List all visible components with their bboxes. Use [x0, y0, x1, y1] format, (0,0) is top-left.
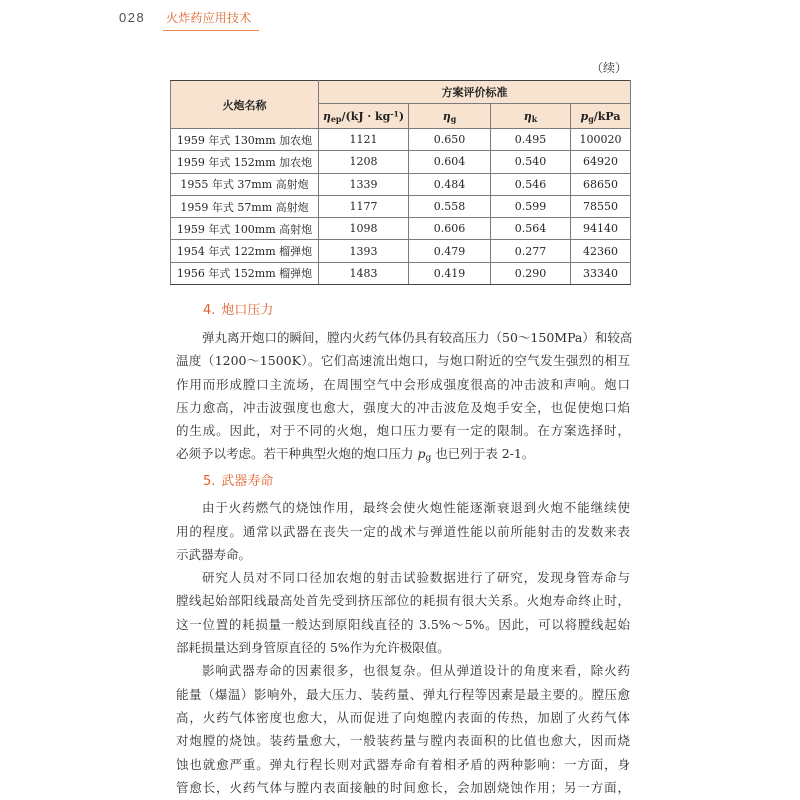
column-subscript: k: [531, 114, 538, 124]
gun-name-cell: 1955 年式 37mm 高射炮: [171, 173, 319, 195]
column-symbol: η: [442, 109, 451, 123]
book-title: 火炸药应用技术: [166, 11, 252, 25]
paragraph-line: 对炮膛的烧蚀。装药量愈大，一般装药量与膛内表面积的比值也愈大，因而烧: [176, 733, 630, 749]
column-symbol: η: [322, 109, 331, 123]
column-unit: /kPa: [593, 109, 621, 123]
paragraph-muzzle-pressure: [176, 326, 633, 466]
gun-name-cell: 1959 年式 57mm 高射炮: [171, 195, 319, 217]
column-header-eta-g: [409, 104, 491, 129]
table-row: [171, 240, 631, 262]
column-subscript: g: [588, 114, 594, 124]
eta-g-cell: 0.650: [409, 129, 491, 151]
table-row: [171, 195, 631, 217]
paragraph-line: 的生成。因此，对于不同的火炮，炮口压力要有一定的限制。在方案选择时，: [176, 423, 630, 439]
section-title: 炮口压力: [221, 303, 274, 318]
muzzle-pressure-cell: 100020: [571, 129, 631, 151]
eta-ep-cell: 1177: [319, 195, 409, 217]
paragraph-line: 管愈长，火药气体与膛内表面接触的时间愈长，会加剧烧蚀作用；另一方面，: [176, 779, 630, 795]
paragraph-line: 部耗损量达到身管原直径的 5%作为允许极限值。: [176, 640, 450, 656]
table-row: [171, 218, 631, 240]
paragraph-line: [176, 442, 630, 465]
eta-ep-cell: 1121: [319, 129, 409, 151]
paragraph-line: 影响武器寿命的因素很多，也很复杂。但从弹道设计的角度来看，除火药: [202, 663, 630, 679]
paragraph-line: 弹丸离开炮口的瞬间，膛内火药气体仍具有较高压力（50～150MPa）和较高: [202, 330, 633, 345]
paragraph-rifling-wear: [176, 566, 630, 659]
header-rule: [163, 30, 259, 31]
column-header-muzzle-pressure: [571, 104, 631, 129]
muzzle-pressure-subscript: g: [425, 454, 432, 464]
paragraph-line: 蚀也就愈严重。弹丸行程长则对武器寿命有着相矛盾的两种影响：一方面，身: [176, 756, 630, 772]
paragraph-line: 研究人员对不同口径加农炮的射击试验数据进行了研究，发现身管寿命与: [202, 570, 630, 586]
line-text: 必须予以考虑。若干种典型火炮的炮口压力: [176, 446, 418, 462]
page-number: 028: [119, 10, 146, 25]
gun-name-cell: 1959 年式 130mm 加农炮: [171, 129, 319, 151]
gun-name-cell: 1959 年式 100mm 高射炮: [171, 218, 319, 240]
eta-ep-cell: 1098: [319, 218, 409, 240]
eta-ep-cell: 1393: [319, 240, 409, 262]
gun-name-header: 火炮名称: [171, 81, 319, 129]
eta-g-cell: 0.558: [409, 195, 491, 217]
column-subscript: ep: [330, 114, 342, 124]
muzzle-pressure-cell: 78550: [571, 195, 631, 217]
paragraph-life-factors: [176, 659, 630, 799]
muzzle-pressure-cell: 64920: [571, 151, 631, 173]
paragraph-line: 能量（爆温）影响外，最大压力、装药量、弹丸行程等因素是最主要的。膛压愈: [176, 686, 630, 702]
column-unit-exponent: -1: [390, 109, 399, 119]
table-row: [171, 262, 631, 284]
column-symbol: η: [523, 109, 532, 123]
section-heading-muzzle-pressure: [203, 302, 273, 320]
eta-k-cell: 0.540: [491, 151, 571, 173]
paragraph-line: 这一位置的耗损量一般达到原阳线直径的 3.5%～5%。因此，可以将膛线起始: [176, 616, 630, 632]
eta-k-cell: 0.599: [491, 195, 571, 217]
weapon-life-text: [176, 496, 630, 799]
eta-g-cell: 0.606: [409, 218, 491, 240]
evaluation-criteria-header: 方案评价标准: [319, 81, 631, 104]
paragraph-line: 温度（1200～1500K）。它们高速流出炮口，与炮口附近的空气发生强烈的相互: [176, 353, 630, 369]
eta-g-cell: 0.479: [409, 240, 491, 262]
eta-k-cell: 0.290: [491, 262, 571, 284]
paragraph-line: 膛线起始部阳线最高处首先受到挤压部位的耗损有很大关系。火炮寿命终止时，: [176, 593, 630, 609]
paragraph-line: 用的程度。通常以武器在丧失一定的战术与弹道性能以前所能射击的发数来表: [176, 523, 630, 539]
paragraph-line: 压力愈高，冲击波强度也愈大，强度大的冲击波危及炮手安全，也促使炮口焰: [176, 399, 630, 415]
column-subscript: g: [450, 114, 457, 124]
eta-g-cell: 0.484: [409, 173, 491, 195]
eta-k-cell: 0.546: [491, 173, 571, 195]
eta-g-cell: 0.604: [409, 151, 491, 173]
section-heading-weapon-life: [203, 473, 273, 491]
table-header-row: [171, 81, 631, 104]
paragraph-line: 高，火药气体密度也愈大，从而促进了向炮膛内表面的传热，加剧了火药气体: [176, 709, 630, 725]
muzzle-pressure-cell: 94140: [571, 218, 631, 240]
eta-ep-cell: 1339: [319, 173, 409, 195]
column-unit: /(kJ · kg: [341, 109, 391, 123]
table-row: [171, 151, 631, 173]
section-number: 4.: [203, 303, 216, 318]
line-text: 也已列于表 2-1。: [431, 446, 535, 462]
muzzle-pressure-cell: 33340: [571, 262, 631, 284]
eta-ep-cell: 1483: [319, 262, 409, 284]
paragraph-ablation: [176, 496, 630, 566]
column-symbol: p: [580, 109, 589, 123]
gun-evaluation-table: [170, 80, 631, 285]
eta-g-cell: 0.419: [409, 262, 491, 284]
table-continued-label: （续）: [591, 61, 628, 75]
table-row: [171, 129, 631, 151]
muzzle-pressure-cell: 68650: [571, 173, 631, 195]
gun-name-cell: 1956 年式 152mm 榴弹炮: [171, 262, 319, 284]
eta-k-cell: 0.277: [491, 240, 571, 262]
paragraph-line: 示武器寿命。: [176, 546, 252, 562]
column-header-eta-k: [491, 104, 571, 129]
eta-ep-cell: 1208: [319, 151, 409, 173]
column-unit-close: ): [398, 109, 405, 123]
eta-k-cell: 0.564: [491, 218, 571, 240]
muzzle-pressure-cell: 42360: [571, 240, 631, 262]
paragraph-line: 作用而形成膛口主流场，在周围空气中会形成强度很高的冲击波和声响。炮口: [176, 376, 630, 392]
section-title: 武器寿命: [221, 474, 274, 489]
table-row: [171, 173, 631, 195]
gun-name-cell: 1959 年式 152mm 加农炮: [171, 151, 319, 173]
gun-name-cell: 1954 年式 122mm 榴弹炮: [171, 240, 319, 262]
paragraph-line: 由于火药燃气的烧蚀作用，最终会使火炮性能逐渐衰退到火炮不能继续使: [202, 500, 630, 516]
muzzle-pressure-symbol: p: [417, 446, 426, 462]
column-header-eta-ep: [319, 104, 409, 129]
eta-k-cell: 0.495: [491, 129, 571, 151]
section-number: 5.: [203, 474, 216, 489]
